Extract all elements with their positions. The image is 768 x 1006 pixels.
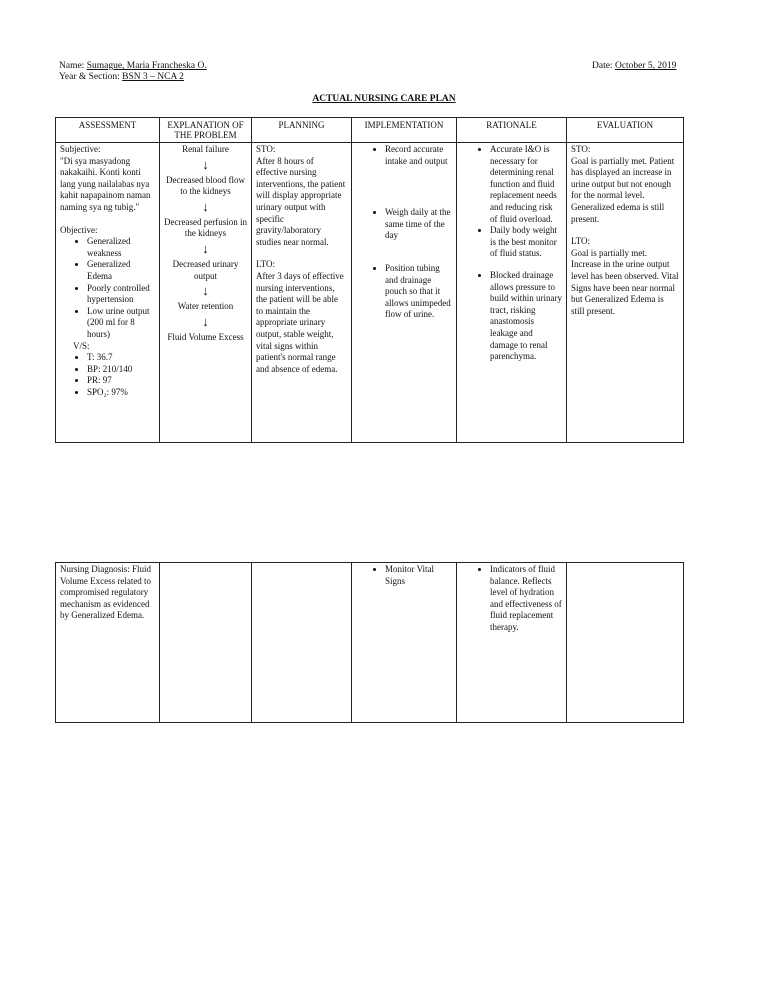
flow-step: Renal failure (182, 144, 229, 154)
table-header-row (56, 118, 684, 143)
empty-cell (567, 563, 684, 723)
flow-step: Decreased perfusion in the kidneys (164, 216, 247, 239)
eval-lto-text: Goal is partially met. Increase in the urine output level has been observed. Vital Signs have been near normal but Generalized Edema is still present. (571, 247, 679, 316)
date-label: Date: (592, 61, 613, 71)
empty-cell (252, 563, 352, 723)
list-item: • Low urine output (200 ml for 8 hours) (87, 306, 155, 341)
arrow-down-icon: ↓ (202, 240, 209, 256)
list-item: • Blocked drainage allows pressure to build within urinary tract, risking anastomosis leakage and damage to renal parenchyma. (490, 270, 562, 363)
evaluation-cell (567, 143, 684, 443)
list-item: • Position tubing and drainage pouch so that it allows unimpeded flow of urine. (385, 263, 452, 321)
rationale-list (461, 564, 562, 634)
table-row (56, 563, 684, 723)
name-label: Name: (59, 61, 85, 71)
col-header-planning: PLANNING (252, 118, 352, 143)
lto-label: LTO: (256, 259, 276, 270)
subjective-text: "Di sya masyadong nakakaihi. Konti konti lang yung nailalabas nya kahit napapainom naman naming sya ng tubig." (60, 155, 151, 212)
arrow-down-icon: ↓ (202, 198, 209, 214)
col-header-implementation: IMPLEMENTATION (352, 118, 457, 143)
rationale-cell (457, 563, 567, 723)
list-item: • Record accurate intake and output (385, 144, 452, 167)
flow-step: Decreased blood flow to the kidneys (166, 174, 245, 197)
arrow-down-icon: ↓ (202, 313, 209, 329)
implementation-cell (352, 143, 457, 443)
list-item: • Generalized weakness (87, 236, 155, 259)
table-row (56, 143, 684, 443)
list-item: • Generalized Edema (87, 259, 155, 282)
flow-step: Water retention (177, 301, 234, 312)
student-name: Sumague, Maria Francheska O. (86, 61, 207, 71)
objective-label: Objective: (60, 224, 98, 235)
arrow-down-icon: ↓ (202, 283, 209, 299)
empty-cell (160, 563, 252, 723)
subjective-label: Subjective: (60, 144, 101, 154)
sto-label: STO: (256, 144, 276, 154)
assessment-cell (56, 143, 160, 443)
implementation-list (356, 564, 452, 587)
flow-step: Decreased urinary output (172, 258, 239, 281)
col-header-explanation: EXPLANATION OF THE PROBLEM (160, 118, 252, 143)
flow-step: Fluid Volume Excess (167, 331, 244, 342)
list-item: • BP: 210/140 (87, 364, 155, 376)
list-item: • Daily body weight is the best monitor of fluid status. (490, 225, 562, 260)
col-header-assessment: ASSESSMENT (56, 118, 160, 143)
care-plan-table (55, 117, 684, 443)
lto-text: After 3 days of effective nursing interventions, the patient will be able to maintain the appropriate urinary output, stable weight, vital signs within patient's normal range and absence of edema. (256, 270, 344, 374)
list-item: • PR: 97 (87, 375, 155, 387)
list-item: • SPO₂: 97% (87, 387, 155, 399)
sto-text: After 8 hours of effective nursing interventions, the patient will display appropriate urinary output with specific gravity/laboratory studies near normal. (256, 155, 346, 247)
care-plan-table-continued (55, 562, 684, 723)
eval-sto-label: STO: (571, 144, 591, 154)
arrow-down-icon: ↓ (202, 156, 209, 172)
vs-label: V/S: (73, 340, 90, 351)
page-title: ACTUAL NURSING CARE PLAN (312, 94, 456, 104)
objective-list (60, 236, 155, 340)
list-item: • Weigh daily at the same time of the day (385, 207, 452, 242)
explanation-cell (160, 143, 252, 443)
planning-cell (252, 143, 352, 443)
nursing-diagnosis-cell: Nursing Diagnosis: Fluid Volume Excess related to compromised regulatory mechanism as evidenced by Generalized Edema. (56, 563, 160, 723)
year-section-value: BSN 3 – NCA 2 (122, 72, 184, 82)
list-item: • T: 36.7 (87, 352, 155, 364)
list-item: • Poorly controlled hypertension (87, 283, 155, 306)
col-header-evaluation: EVALUATION (567, 118, 684, 143)
vital-signs-list (60, 352, 155, 398)
implementation-cell (352, 563, 457, 723)
rationale-cell (457, 143, 567, 443)
list-item: • Indicators of fluid balance. Reflects level of hydration and effectiveness of fluid replacement therapy. (490, 564, 562, 634)
date-value: October 5, 2019 (614, 61, 677, 71)
list-item: • Monitor Vital Signs (385, 564, 452, 587)
implementation-list (356, 144, 452, 321)
list-item: • Accurate I&O is necessary for determining renal function and fluid replacement needs and reducing risk of fluid overload. (490, 144, 562, 225)
year-section-label: Year & Section: (59, 72, 120, 82)
rationale-list (461, 144, 562, 363)
eval-lto-label: LTO: (571, 236, 591, 247)
year-section-line (59, 71, 184, 83)
date-line (592, 60, 676, 72)
eval-sto-text: Goal is partially met. Patient has displayed an increase in urine output but not enough for the normal level. Generalized edema is still present. (571, 155, 675, 224)
col-header-rationale: RATIONALE (457, 118, 567, 143)
